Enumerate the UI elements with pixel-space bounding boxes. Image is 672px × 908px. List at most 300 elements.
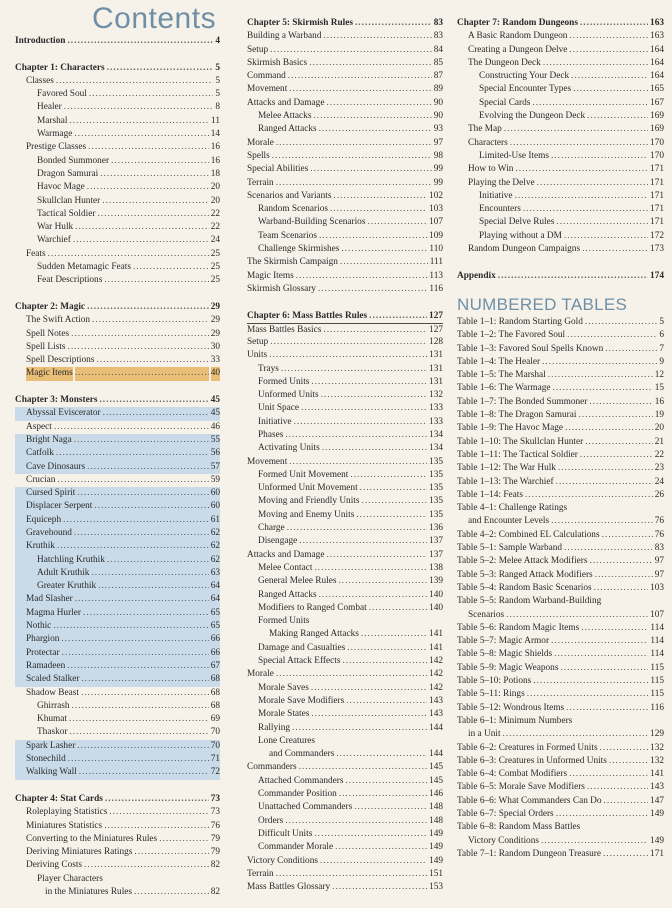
leader-dots <box>83 607 209 620</box>
leader-dots <box>276 137 432 150</box>
page-number: 173 <box>650 244 664 255</box>
entry-title: Table 1–8: The Dragon Samurai <box>457 410 577 421</box>
page-number: 22 <box>210 208 220 219</box>
page-number: 145 <box>429 762 443 773</box>
leader-dots <box>67 35 213 48</box>
page-number: 65 <box>211 620 220 633</box>
entry-title: Challenge Skirmishes <box>258 244 340 255</box>
page-number: 12 <box>654 370 664 381</box>
toc-entry <box>15 367 220 380</box>
leader-dots <box>532 97 648 110</box>
page-number: 85 <box>433 57 443 68</box>
page-number: 46 <box>210 421 220 432</box>
toc-entry <box>247 83 443 96</box>
toc-entry <box>457 595 664 608</box>
entry-title: The Dungeon Deck <box>468 57 541 68</box>
leader-dots <box>285 429 427 442</box>
toc-entry <box>15 726 220 739</box>
leader-dots <box>159 833 209 846</box>
leader-dots <box>335 841 427 854</box>
leader-dots <box>107 62 214 75</box>
entry-title: Crucian <box>26 474 56 485</box>
page-number: 29 <box>210 315 220 326</box>
leader-dots <box>558 462 653 475</box>
page-number: 65 <box>211 607 220 620</box>
toc-entry <box>15 687 220 700</box>
page-number: 135 <box>429 483 443 494</box>
page-number: 137 <box>429 549 443 560</box>
entry-title: Special Abilities <box>247 164 309 175</box>
page-number: 29 <box>210 328 220 339</box>
entry-title: Miniatures Statistics <box>26 820 103 831</box>
leader-dots <box>98 580 209 593</box>
page-number: 99 <box>433 164 443 175</box>
toc-entry <box>457 835 664 848</box>
leader-dots <box>360 482 427 495</box>
leader-dots <box>527 688 649 701</box>
toc-entry <box>247 270 443 283</box>
page-number: 26 <box>654 489 664 500</box>
page-number: 135 <box>429 496 443 507</box>
leader-dots <box>503 728 649 741</box>
entry-title: Random Dungeon Campaigns <box>468 244 581 255</box>
page-number: 144 <box>429 722 443 733</box>
toc-entry <box>457 57 664 70</box>
toc-entry <box>457 515 664 528</box>
toc-entry <box>247 416 443 429</box>
toc-list <box>247 17 443 894</box>
entry-title: Attached Commanders <box>258 775 344 786</box>
toc-entry <box>457 755 664 768</box>
leader-dots <box>276 868 427 881</box>
toc-entry <box>457 190 664 203</box>
page-number: 127 <box>429 310 443 321</box>
entry-title: Favored Soul <box>37 89 87 100</box>
leader-dots <box>332 881 427 894</box>
page-number: 163 <box>650 18 664 28</box>
toc-entry <box>15 341 220 354</box>
toc-entry <box>247 363 443 376</box>
entry-title: Table 1–5: The Marshal <box>457 370 546 381</box>
entry-title: Chapter 3: Monsters <box>15 395 98 406</box>
entry-title: Aspect <box>26 421 52 432</box>
toc-entry <box>457 462 664 475</box>
toc-entry <box>457 742 664 755</box>
toc-entry <box>247 761 443 774</box>
page-number: 99 <box>433 177 443 188</box>
toc-entry <box>247 324 443 336</box>
page-number: 9 <box>659 356 664 367</box>
entry-title: Table 6–3: Creatures in Unformed Units <box>457 755 607 766</box>
entry-title: Movement <box>247 84 288 95</box>
page-number: 83 <box>433 31 443 42</box>
page-number: 107 <box>429 217 443 228</box>
entry-title: Feat Descriptions <box>37 275 103 286</box>
entry-title: Marshal <box>37 115 68 126</box>
page-number: 97 <box>654 569 664 580</box>
entry-title: Walking Wall <box>26 766 77 779</box>
entry-title: Dragon Samurai <box>37 168 99 179</box>
toc-entry <box>247 748 443 761</box>
entry-title: Table 5–5: Random Warband-Building <box>457 596 602 607</box>
leader-dots <box>69 713 209 726</box>
page-number: 148 <box>429 815 443 826</box>
entry-title: Special Delve Rules <box>479 217 555 228</box>
entry-title: Table 1–9: The Havoc Mage <box>457 423 564 434</box>
entry-title: Chapter 7: Random Dungeons <box>457 18 578 28</box>
page-number: 128 <box>429 336 443 347</box>
page-number: 98 <box>433 150 443 161</box>
entry-title: Activating Units <box>258 443 320 454</box>
page-number: 114 <box>650 649 664 660</box>
toc-entry <box>247 602 443 615</box>
entry-title: Table 1–10: The Skullclan Hunter <box>457 436 584 447</box>
entry-title: Initiative <box>479 190 513 201</box>
page-number: 5 <box>215 62 220 73</box>
leader-dots <box>299 535 427 548</box>
entry-title: Characters <box>468 137 508 148</box>
toc-entry <box>15 580 220 593</box>
page-number: 164 <box>650 71 664 82</box>
page-number: 140 <box>429 589 443 600</box>
leader-dots <box>362 495 428 508</box>
toc-entry <box>247 522 443 535</box>
leader-dots <box>571 70 648 83</box>
toc-entry <box>457 609 664 622</box>
page-number: 144 <box>429 749 443 760</box>
leader-dots <box>48 248 209 261</box>
page-number: 143 <box>650 782 664 793</box>
leader-dots <box>356 509 427 522</box>
page-number: 171 <box>650 204 664 215</box>
spacer <box>457 256 664 269</box>
entry-title: War Hulk <box>37 222 74 233</box>
leader-dots <box>319 589 427 602</box>
page-number: 60 <box>211 487 220 500</box>
leader-dots <box>569 30 648 43</box>
page-number: 20 <box>210 182 220 193</box>
page-number: 68 <box>210 687 220 698</box>
page-number: 71 <box>211 753 220 766</box>
entry-title: Warchief <box>37 235 71 246</box>
page-number: 141 <box>429 629 443 640</box>
page-number: 64 <box>211 593 220 606</box>
entry-title: Cursed Spirit <box>26 487 75 500</box>
entry-title: Table 1–14: Feats <box>457 489 523 500</box>
leader-dots <box>336 748 427 761</box>
numbered-tables-title: NUMBERED TABLES <box>457 295 628 314</box>
entry-title: Table 1–11: The Tactical Soldier <box>457 449 578 460</box>
toc-entry <box>247 722 443 735</box>
page-number: 64 <box>211 580 220 593</box>
leader-dots <box>84 859 209 872</box>
page-number: 62 <box>211 554 220 567</box>
page-number: 133 <box>429 416 443 427</box>
toc-entry <box>457 702 664 715</box>
leader-dots <box>63 514 209 527</box>
leader-dots <box>342 655 427 668</box>
entry-title: Warmage <box>37 129 73 140</box>
leader-dots <box>64 101 214 114</box>
entry-title: Table 5–3: Ranged Attack Modifiers <box>457 569 593 580</box>
leader-dots <box>69 115 209 128</box>
entry-title: Spells <box>247 150 270 161</box>
page-number: 6 <box>659 330 664 341</box>
toc-entry <box>457 449 664 462</box>
toc-entry <box>247 376 443 389</box>
leader-dots <box>87 461 209 474</box>
toc-entry <box>247 841 443 854</box>
entry-title: Protectar <box>26 647 60 660</box>
page-number: 139 <box>429 576 443 587</box>
entry-title: Table 1–2: The Favored Soul <box>457 330 566 341</box>
entry-title: Chapter 6: Mass Battles Rules <box>247 310 368 321</box>
entry-title: Sudden Metamagic Feats <box>37 262 131 273</box>
page-number: 167 <box>650 97 664 108</box>
toc-entry <box>457 728 664 741</box>
entry-title: Table 5–11: Rings <box>457 689 525 700</box>
leader-dots <box>355 17 432 30</box>
page-number: 165 <box>650 84 664 95</box>
toc-entry <box>457 555 664 568</box>
entry-title: Team Scenarios <box>258 230 317 241</box>
toc-entry <box>457 70 664 83</box>
entry-title: Stonechild <box>26 753 66 766</box>
page-number: 5 <box>215 75 220 86</box>
toc-entry <box>247 855 443 868</box>
entry-title: Table 1–3: Favored Soul Spells Known <box>457 343 604 354</box>
entry-title: Spell Lists <box>26 341 66 352</box>
page-number: 25 <box>210 248 220 259</box>
entry-title: Table 6–6: What Commanders Can Do <box>457 795 602 806</box>
leader-dots <box>77 740 208 753</box>
toc-entry <box>15 234 220 247</box>
entry-title: The Swift Action <box>26 315 91 326</box>
entry-title: Ramadeen <box>26 660 65 673</box>
page-number: 116 <box>429 283 443 294</box>
toc-entry <box>15 128 220 141</box>
page-number: 109 <box>429 230 443 241</box>
toc-entry <box>15 168 220 181</box>
page-number: 141 <box>429 642 443 653</box>
leader-dots <box>548 369 653 382</box>
toc-entry <box>15 474 220 487</box>
entry-title: Table 5–9: Magic Weapons <box>457 662 559 673</box>
entry-title: Encounters <box>479 204 521 215</box>
entry-title: Table 5–7: Magic Armor <box>457 636 550 647</box>
entry-title: and Encounter Levels <box>468 516 550 527</box>
entry-title: Table 5–4: Random Basic Scenarios <box>457 582 592 593</box>
entry-title: Phargion <box>26 633 59 646</box>
toc-entry <box>457 848 664 861</box>
entry-title: Mad Slasher <box>26 593 73 606</box>
entry-title: Orders <box>258 815 284 826</box>
toc-entry <box>247 349 443 362</box>
page-number: 76 <box>654 516 664 527</box>
leader-dots <box>56 447 209 460</box>
entry-title: Morale Saves <box>258 682 309 693</box>
entry-title: Spell Notes <box>26 328 70 339</box>
leader-dots <box>564 542 653 555</box>
leader-dots <box>285 815 427 828</box>
page-number: 25 <box>210 275 220 286</box>
entry-title: Commanders <box>247 762 297 773</box>
entry-title: Table 5–1: Sample Warband <box>457 543 563 554</box>
toc-entry <box>457 369 664 382</box>
toc-entry <box>457 529 664 542</box>
leader-dots <box>323 324 427 336</box>
leader-dots <box>515 190 648 203</box>
entry-title: Ranged Attacks <box>258 589 317 600</box>
toc-entry <box>457 163 664 176</box>
page-number: 169 <box>650 124 664 135</box>
leader-dots <box>560 662 648 675</box>
toc-entry <box>247 456 443 469</box>
entry-title: Attacks and Damage <box>247 97 325 108</box>
toc-entry <box>247 655 443 668</box>
toc-entry <box>15 487 220 500</box>
leader-dots <box>74 527 209 540</box>
leader-dots <box>318 283 427 296</box>
toc-entry <box>247 549 443 562</box>
page-number: 40 <box>211 367 220 380</box>
toc-entry <box>15 873 220 886</box>
chapter-entry <box>15 301 220 314</box>
entry-title: Scenarios and Variants <box>247 190 332 201</box>
entry-title: Thaskor <box>37 727 68 738</box>
toc-entry <box>247 216 443 229</box>
leader-dots <box>270 44 432 57</box>
entry-title: Appendix <box>457 270 496 281</box>
leader-dots <box>345 775 427 788</box>
page-number: 163 <box>650 31 664 42</box>
page-number: 103 <box>429 204 443 215</box>
leader-dots <box>602 529 653 542</box>
page-number: 138 <box>429 562 443 573</box>
page-number: 15 <box>654 383 664 394</box>
toc-entry <box>457 243 664 256</box>
leader-dots <box>54 421 209 434</box>
entry-title: Abyssal Eviscerator <box>26 407 101 420</box>
page-number: 76 <box>654 529 664 540</box>
leader-dots <box>543 57 648 70</box>
toc-entry <box>15 700 220 713</box>
leader-dots <box>515 163 648 176</box>
leader-dots <box>103 407 209 420</box>
page-number: 145 <box>429 775 443 786</box>
entry-title: Unformed Units <box>258 390 319 401</box>
entry-title: The Map <box>468 124 502 135</box>
toc-list <box>457 17 664 283</box>
leader-dots <box>506 609 648 622</box>
page-number: 164 <box>650 44 664 55</box>
toc-entry <box>15 846 220 859</box>
toc-entry <box>457 110 664 123</box>
toc-entry <box>15 593 220 606</box>
leader-dots <box>498 270 648 283</box>
leader-dots <box>323 30 431 43</box>
entry-title: Morale <box>247 137 274 148</box>
toc-entry <box>457 30 664 43</box>
page-number: 132 <box>650 755 664 766</box>
entry-title: Special Attack Effects <box>258 656 341 667</box>
page-title: Contents <box>92 2 217 35</box>
leader-dots <box>314 562 427 575</box>
page-number: 8 <box>215 102 220 113</box>
leader-dots <box>590 555 653 568</box>
page-number: 149 <box>429 828 443 839</box>
page-number: 5 <box>215 89 220 100</box>
page-number: 59 <box>210 474 220 485</box>
toc-entry <box>247 190 443 203</box>
leader-dots <box>326 549 427 562</box>
toc-entry <box>15 208 220 221</box>
entry-title: Setup <box>247 44 269 55</box>
leader-dots <box>556 808 648 821</box>
entry-title: Modifiers to Ranged Combat <box>258 602 367 613</box>
toc-entry <box>457 489 664 502</box>
page-number: 68 <box>210 700 220 711</box>
chapter-entry <box>15 394 220 407</box>
leader-dots <box>57 540 209 553</box>
entry-title: Spark Lasher <box>26 740 75 753</box>
page-number: 76 <box>210 820 220 831</box>
entry-title: Table 1–1: Random Starting Gold <box>457 317 583 327</box>
leader-dots <box>541 835 648 848</box>
page-number: 72 <box>211 766 220 779</box>
toc-entry <box>247 828 443 841</box>
leader-dots <box>133 261 209 274</box>
entry-title: Bright Naga <box>26 434 72 447</box>
entry-title: Charge <box>258 523 285 534</box>
toc-entry <box>457 635 664 648</box>
entry-title: Phases <box>258 430 284 440</box>
leader-dots <box>603 848 648 861</box>
leader-dots <box>334 190 428 203</box>
leader-dots <box>361 628 427 641</box>
leader-dots <box>104 274 208 287</box>
leader-dots <box>61 633 208 646</box>
entry-title: Table 1–6: The Warmage <box>457 383 551 394</box>
entry-title: Formed Units <box>258 376 310 387</box>
toc-entry <box>457 688 664 701</box>
toc-entry <box>457 44 664 57</box>
toc-entry <box>457 230 664 243</box>
entry-title: Feats <box>26 248 46 259</box>
page-number: 60 <box>211 500 220 513</box>
leader-dots <box>104 820 209 833</box>
toc-entry <box>247 230 443 243</box>
page-number: 87 <box>433 71 443 82</box>
page-number: 171 <box>650 848 664 859</box>
toc-entry <box>247 256 443 269</box>
entry-title: Skirmish Glossary <box>247 283 316 294</box>
page-number: 11 <box>211 115 220 126</box>
page-number: 56 <box>211 447 220 460</box>
entry-title: Deriving Miniatures Ratings <box>26 847 133 858</box>
toc-entry <box>247 562 443 575</box>
numbered-tables-list <box>457 316 664 861</box>
toc-entry <box>15 886 220 899</box>
leader-dots <box>564 230 648 243</box>
leader-dots <box>553 382 653 395</box>
toc-entry <box>15 500 220 513</box>
toc-entry <box>15 820 220 833</box>
entry-title: Table 6–8: Random Mass Battles <box>457 822 581 833</box>
leader-dots <box>96 354 208 367</box>
leader-dots <box>604 795 649 808</box>
entry-title: Units <box>247 350 268 361</box>
